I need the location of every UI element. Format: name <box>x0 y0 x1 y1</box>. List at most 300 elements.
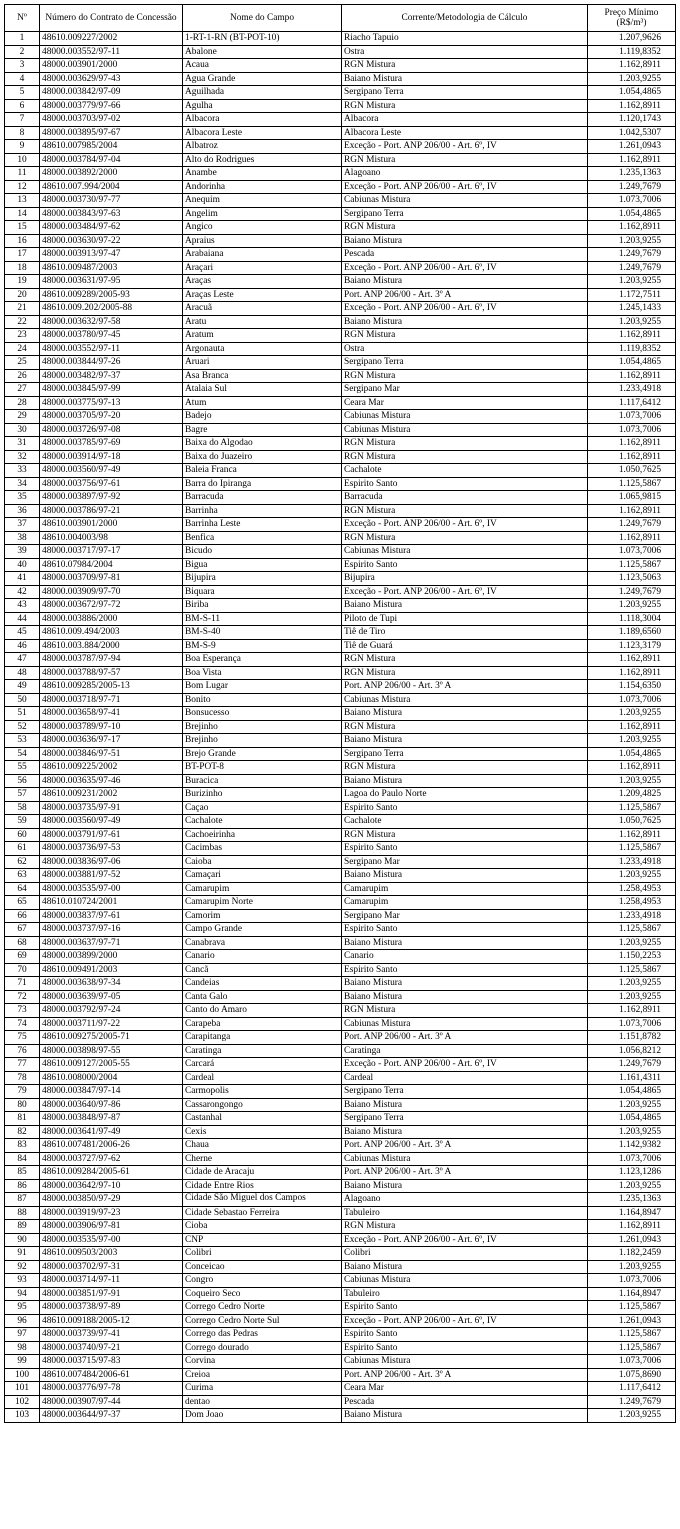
row-number: 81 <box>5 1112 40 1126</box>
methodology: Baiano Mistura <box>342 774 588 788</box>
field-name: Canto do Amaro <box>183 1004 342 1018</box>
methodology: Ceara Mar <box>342 396 588 410</box>
methodology: Baiano Mistura <box>342 936 588 950</box>
row-number: 98 <box>5 1341 40 1355</box>
methodology: Baiano Mistura <box>342 1179 588 1193</box>
contract-number: 48610.003901/2000 <box>40 518 183 532</box>
contract-number: 48000.003837/97-61 <box>40 909 183 923</box>
methodology: Cabiunas Mistura <box>342 1152 588 1166</box>
table-row <box>5 342 676 356</box>
methodology: Sergipano Terra <box>342 747 588 761</box>
row-number: 90 <box>5 1233 40 1247</box>
table-row <box>5 1233 676 1247</box>
table-row <box>5 153 676 167</box>
min-price: 1.142,9382 <box>588 1139 676 1153</box>
table-row <box>5 950 676 964</box>
table-row <box>5 99 676 113</box>
row-number: 100 <box>5 1368 40 1382</box>
methodology: Camarupim <box>342 896 588 910</box>
methodology: Bijupira <box>342 572 588 586</box>
field-name: Cassarongongo <box>183 1098 342 1112</box>
contract-number: 48000.003898/97-55 <box>40 1044 183 1058</box>
row-number: 80 <box>5 1098 40 1112</box>
table-row <box>5 72 676 86</box>
field-name: dentao <box>183 1395 342 1409</box>
contract-number: 48000.003907/97-44 <box>40 1395 183 1409</box>
field-name: Carapeba <box>183 1017 342 1031</box>
field-name: Anambe <box>183 167 342 181</box>
methodology: Baiano Mistura <box>342 234 588 248</box>
table-row <box>5 936 676 950</box>
field-name: Canario <box>183 950 342 964</box>
field-name: Colibri <box>183 1247 342 1261</box>
contract-number: 48000.003844/97-26 <box>40 356 183 370</box>
table-row <box>5 720 676 734</box>
row-number: 5 <box>5 86 40 100</box>
min-price: 1.162,8911 <box>588 1220 676 1234</box>
contract-number: 48610.07984/2004 <box>40 558 183 572</box>
row-number: 31 <box>5 437 40 451</box>
table-row <box>5 909 676 923</box>
contract-number: 48000.003784/97-04 <box>40 153 183 167</box>
methodology: Albacora <box>342 113 588 127</box>
field-name: Acaua <box>183 59 342 73</box>
row-number: 35 <box>5 491 40 505</box>
field-name: Alto do Rodrigues <box>183 153 342 167</box>
contract-number: 48610.009503/2003 <box>40 1247 183 1261</box>
field-name: Canta Galo <box>183 990 342 1004</box>
field-name: Boa Vista <box>183 666 342 680</box>
field-name: Camarupim Norte <box>183 896 342 910</box>
row-number: 83 <box>5 1139 40 1153</box>
table-row <box>5 1139 676 1153</box>
methodology: Cabiunas Mistura <box>342 1274 588 1288</box>
row-number: 74 <box>5 1017 40 1031</box>
methodology: Pescada <box>342 1395 588 1409</box>
min-price: 1.162,8911 <box>588 59 676 73</box>
table-row <box>5 990 676 1004</box>
table-row <box>5 383 676 397</box>
contract-number: 48000.003850/97-29 <box>40 1193 183 1207</box>
min-price: 1.203,9255 <box>588 1409 676 1423</box>
row-number: 34 <box>5 477 40 491</box>
contract-number: 48000.003641/97-49 <box>40 1125 183 1139</box>
methodology: Riacho Tapuio <box>342 32 588 46</box>
table-row <box>5 882 676 896</box>
methodology: Port. ANP 206/00 - Art. 3º A <box>342 1368 588 1382</box>
min-price: 1.073,7006 <box>588 1274 676 1288</box>
row-number: 12 <box>5 180 40 194</box>
field-name: Dom Joao <box>183 1409 342 1423</box>
contract-number: 48000.003638/97-34 <box>40 977 183 991</box>
min-price: 1.258,4953 <box>588 882 676 896</box>
field-name: Barrinha <box>183 504 342 518</box>
min-price: 1.073,7006 <box>588 545 676 559</box>
field-name: Camorim <box>183 909 342 923</box>
field-name: Cachoeirinha <box>183 828 342 842</box>
row-number: 42 <box>5 585 40 599</box>
contract-number: 48000.003886/2000 <box>40 612 183 626</box>
table-row <box>5 410 676 424</box>
row-number: 78 <box>5 1071 40 1085</box>
min-price: 1.233,4918 <box>588 909 676 923</box>
methodology: Sergipano Terra <box>342 86 588 100</box>
field-name: Bicudo <box>183 545 342 559</box>
contract-number: 48000.003737/97-16 <box>40 923 183 937</box>
min-price: 1.162,8911 <box>588 828 676 842</box>
methodology: Exceção - Port. ANP 206/00 - Art. 6º, IV <box>342 180 588 194</box>
row-number: 37 <box>5 518 40 532</box>
methodology: Exceção - Port. ANP 206/00 - Art. 6º, IV <box>342 1233 588 1247</box>
row-number: 46 <box>5 639 40 653</box>
contract-number: 48000.003726/97-08 <box>40 423 183 437</box>
field-name: Angelim <box>183 207 342 221</box>
min-price: 1.162,8911 <box>588 329 676 343</box>
table-row <box>5 1044 676 1058</box>
field-name: Aracuã <box>183 302 342 316</box>
row-number: 58 <box>5 801 40 815</box>
min-price: 1.050,7625 <box>588 815 676 829</box>
methodology: Barracuda <box>342 491 588 505</box>
row-number: 40 <box>5 558 40 572</box>
min-price: 1.073,7006 <box>588 693 676 707</box>
row-number: 23 <box>5 329 40 343</box>
field-name: Campo Grande <box>183 923 342 937</box>
field-name: Brejo Grande <box>183 747 342 761</box>
contract-number: 48000.003702/97-31 <box>40 1260 183 1274</box>
price-table-page <box>4 4 675 1423</box>
table-row <box>5 558 676 572</box>
methodology: RGN Mistura <box>342 59 588 73</box>
field-name: Cioba <box>183 1220 342 1234</box>
table-row <box>5 113 676 127</box>
methodology: Tabuleiro <box>342 1287 588 1301</box>
table-row <box>5 1395 676 1409</box>
row-number: 101 <box>5 1382 40 1396</box>
field-name: Buracica <box>183 774 342 788</box>
row-number: 4 <box>5 72 40 86</box>
table-row <box>5 221 676 235</box>
min-price: 1.182,2459 <box>588 1247 676 1261</box>
methodology: Baiano Mistura <box>342 1125 588 1139</box>
contract-number: 48000.003736/97-53 <box>40 842 183 856</box>
row-number: 88 <box>5 1206 40 1220</box>
contract-number: 48000.003718/97-71 <box>40 693 183 707</box>
header-row <box>5 5 676 32</box>
row-number: 36 <box>5 504 40 518</box>
min-price: 1.203,9255 <box>588 977 676 991</box>
table-row <box>5 761 676 775</box>
methodology: Cabiunas Mistura <box>342 1355 588 1369</box>
table-row <box>5 1166 676 1180</box>
methodology: Cardeal <box>342 1071 588 1085</box>
contract-number: 48000.003560/97-49 <box>40 815 183 829</box>
min-price: 1.203,9255 <box>588 774 676 788</box>
table-row <box>5 666 676 680</box>
table-row <box>5 1179 676 1193</box>
field-name: Boa Esperança <box>183 653 342 667</box>
row-number: 45 <box>5 626 40 640</box>
min-price: 1.162,8911 <box>588 369 676 383</box>
contract-number: 48000.003897/97-92 <box>40 491 183 505</box>
methodology: Sergipano Terra <box>342 1085 588 1099</box>
methodology: Tabuleiro <box>342 1206 588 1220</box>
methodology: RGN Mistura <box>342 369 588 383</box>
min-price: 1.162,8911 <box>588 504 676 518</box>
field-name: Barracuda <box>183 491 342 505</box>
contract-number: 48000.003535/97-00 <box>40 1233 183 1247</box>
table-row <box>5 707 676 721</box>
methodology: Tiê de Tiro <box>342 626 588 640</box>
table-row <box>5 788 676 802</box>
methodology: Sergipano Terra <box>342 1112 588 1126</box>
contract-number: 48610.004003/98 <box>40 531 183 545</box>
contract-number: 48000.003788/97-57 <box>40 666 183 680</box>
min-price: 1.118,3004 <box>588 612 676 626</box>
contract-number: 48000.003779/97-66 <box>40 99 183 113</box>
min-price: 1.125,5867 <box>588 801 676 815</box>
min-price: 1.249,7679 <box>588 518 676 532</box>
row-number: 13 <box>5 194 40 208</box>
table-row <box>5 747 676 761</box>
field-name: Barra do Ipiranga <box>183 477 342 491</box>
contract-number: 48000.003780/97-45 <box>40 329 183 343</box>
min-price: 1.125,5867 <box>588 1328 676 1342</box>
min-price: 1.235,1363 <box>588 1193 676 1207</box>
table-row <box>5 1152 676 1166</box>
min-price: 1.123,1286 <box>588 1166 676 1180</box>
table-row <box>5 734 676 748</box>
min-price: 1.073,7006 <box>588 423 676 437</box>
methodology: RGN Mistura <box>342 450 588 464</box>
table-row <box>5 531 676 545</box>
row-number: 19 <box>5 275 40 289</box>
methodology: Baiano Mistura <box>342 977 588 991</box>
methodology: RGN Mistura <box>342 761 588 775</box>
min-price: 1.154,6350 <box>588 680 676 694</box>
field-name: Corrego Cedro Norte <box>183 1301 342 1315</box>
contract-number: 48000.003730/97-77 <box>40 194 183 208</box>
field-name: Arabaiana <box>183 248 342 262</box>
row-number: 53 <box>5 734 40 748</box>
table-row <box>5 1301 676 1315</box>
field-name: Cidade Sebastao Ferreira <box>183 1206 342 1220</box>
min-price: 1.203,9255 <box>588 1098 676 1112</box>
field-name: Creioa <box>183 1368 342 1382</box>
field-name: Bagre <box>183 423 342 437</box>
table-row <box>5 977 676 991</box>
min-price: 1.075,8690 <box>588 1368 676 1382</box>
row-number: 73 <box>5 1004 40 1018</box>
field-name: Aguilhada <box>183 86 342 100</box>
min-price: 1.054,4865 <box>588 356 676 370</box>
contract-number: 48000.003632/97-58 <box>40 315 183 329</box>
row-number: 93 <box>5 1274 40 1288</box>
field-name: Cancã <box>183 963 342 977</box>
methodology: Baiano Mistura <box>342 599 588 613</box>
row-number: 26 <box>5 369 40 383</box>
field-name: Atum <box>183 396 342 410</box>
table-row <box>5 477 676 491</box>
row-number: 92 <box>5 1260 40 1274</box>
row-number: 8 <box>5 126 40 140</box>
contract-number: 48000.003919/97-23 <box>40 1206 183 1220</box>
row-number: 63 <box>5 869 40 883</box>
row-number: 54 <box>5 747 40 761</box>
row-number: 77 <box>5 1058 40 1072</box>
field-name: Carapitanga <box>183 1031 342 1045</box>
methodology: Albacora Leste <box>342 126 588 140</box>
min-price: 1.054,4865 <box>588 86 676 100</box>
field-name: Baixa do Juazeiro <box>183 450 342 464</box>
contract-number: 48610.009188/2005-12 <box>40 1314 183 1328</box>
row-number: 18 <box>5 261 40 275</box>
table-row <box>5 1274 676 1288</box>
row-number: 20 <box>5 288 40 302</box>
contract-number: 48610.007481/2006-26 <box>40 1139 183 1153</box>
methodology: Espirito Santo <box>342 1341 588 1355</box>
field-name: Cardeal <box>183 1071 342 1085</box>
row-number: 91 <box>5 1247 40 1261</box>
methodology: Sergipano Mar <box>342 383 588 397</box>
field-name: Aruari <box>183 356 342 370</box>
row-number: 87 <box>5 1193 40 1207</box>
field-name: Asa Branca <box>183 369 342 383</box>
min-price: 1.125,5867 <box>588 1341 676 1355</box>
table-row <box>5 1071 676 1085</box>
field-name: Cidade Entre Rios <box>183 1179 342 1193</box>
field-name: Coqueiro Seco <box>183 1287 342 1301</box>
table-row <box>5 1004 676 1018</box>
field-name: Albacora Leste <box>183 126 342 140</box>
contract-number: 48000.003901/2000 <box>40 59 183 73</box>
contract-number: 48000.003786/97-21 <box>40 504 183 518</box>
methodology: Baiano Mistura <box>342 72 588 86</box>
row-number: 95 <box>5 1301 40 1315</box>
methodology: Exceção - Port. ANP 206/00 - Art. 6º, IV <box>342 261 588 275</box>
min-price: 1.164,8947 <box>588 1206 676 1220</box>
min-price: 1.172,7511 <box>588 288 676 302</box>
header-field-name: Nome do Campo <box>183 5 342 32</box>
row-number: 21 <box>5 302 40 316</box>
field-name: Caioba <box>183 855 342 869</box>
contract-number: 48000.003705/97-20 <box>40 410 183 424</box>
table-row <box>5 1409 676 1423</box>
min-price: 1.249,7679 <box>588 1395 676 1409</box>
table-row <box>5 1314 676 1328</box>
methodology: RGN Mistura <box>342 720 588 734</box>
header-number: Nº <box>5 5 40 32</box>
methodology: Ceara Mar <box>342 1382 588 1396</box>
contract-number: 48610.009225/2002 <box>40 761 183 775</box>
table-row <box>5 626 676 640</box>
contract-number: 48610.007.994/2004 <box>40 180 183 194</box>
min-price: 1.162,8911 <box>588 153 676 167</box>
methodology: Cabiunas Mistura <box>342 1017 588 1031</box>
contract-number: 48000.003672/97-72 <box>40 599 183 613</box>
contract-number: 48000.003644/97-37 <box>40 1409 183 1423</box>
contract-number: 48000.003482/97-37 <box>40 369 183 383</box>
row-number: 72 <box>5 990 40 1004</box>
row-number: 17 <box>5 248 40 262</box>
contract-number: 48000.003640/97-86 <box>40 1098 183 1112</box>
table-row <box>5 32 676 46</box>
methodology: Port. ANP 206/00 - Art. 3º A <box>342 680 588 694</box>
methodology: Cabiunas Mistura <box>342 423 588 437</box>
min-price: 1.162,8911 <box>588 450 676 464</box>
methodology: Espirito Santo <box>342 477 588 491</box>
table-row <box>5 599 676 613</box>
min-price: 1.203,9255 <box>588 707 676 721</box>
contract-number: 48000.003845/97-99 <box>40 383 183 397</box>
contract-number: 48000.003629/97-43 <box>40 72 183 86</box>
methodology: Baiano Mistura <box>342 1409 588 1423</box>
min-price: 1.162,8911 <box>588 761 676 775</box>
row-number: 30 <box>5 423 40 437</box>
min-price: 1.235,1363 <box>588 167 676 181</box>
methodology: Sergipano Mar <box>342 909 588 923</box>
methodology: Baiano Mistura <box>342 990 588 1004</box>
row-number: 14 <box>5 207 40 221</box>
field-name: Atalaia Sul <box>183 383 342 397</box>
contract-number: 48000.003552/97-11 <box>40 45 183 59</box>
table-row <box>5 275 676 289</box>
field-name: Anequim <box>183 194 342 208</box>
methodology: Espirito Santo <box>342 842 588 856</box>
contract-number: 48000.003717/97-17 <box>40 545 183 559</box>
contract-number: 48610.003.884/2000 <box>40 639 183 653</box>
table-row <box>5 545 676 559</box>
row-number: 16 <box>5 234 40 248</box>
table-row <box>5 923 676 937</box>
methodology: RGN Mistura <box>342 1004 588 1018</box>
row-number: 43 <box>5 599 40 613</box>
table-row <box>5 1058 676 1072</box>
field-name: Apraius <box>183 234 342 248</box>
row-number: 75 <box>5 1031 40 1045</box>
min-price: 1.249,7679 <box>588 180 676 194</box>
row-number: 49 <box>5 680 40 694</box>
min-price: 1.161,4311 <box>588 1071 676 1085</box>
methodology: Ostra <box>342 45 588 59</box>
min-price: 1.065,9815 <box>588 491 676 505</box>
row-number: 103 <box>5 1409 40 1423</box>
field-name: Corvina <box>183 1355 342 1369</box>
methodology: Colibri <box>342 1247 588 1261</box>
row-number: 1 <box>5 32 40 46</box>
field-name: Abalone <box>183 45 342 59</box>
methodology: RGN Mistura <box>342 153 588 167</box>
min-price: 1.073,7006 <box>588 1152 676 1166</box>
contract-number: 48000.003484/97-62 <box>40 221 183 235</box>
row-number: 48 <box>5 666 40 680</box>
contract-number: 48000.003738/97-89 <box>40 1301 183 1315</box>
field-name: Araçari <box>183 261 342 275</box>
field-name: Curima <box>183 1382 342 1396</box>
min-price: 1.073,7006 <box>588 1355 676 1369</box>
field-name: Angico <box>183 221 342 235</box>
methodology: Lagoa do Paulo Norte <box>342 788 588 802</box>
row-number: 97 <box>5 1328 40 1342</box>
field-name: Corrego Cedro Norte Sul <box>183 1314 342 1328</box>
methodology: Espirito Santo <box>342 1301 588 1315</box>
field-name: BM-S-9 <box>183 639 342 653</box>
methodology: Port. ANP 206/00 - Art. 3º A <box>342 1031 588 1045</box>
field-name: Albacora <box>183 113 342 127</box>
min-price: 1.123,3179 <box>588 639 676 653</box>
contract-number: 48000.003535/97-00 <box>40 882 183 896</box>
field-name: Agulha <box>183 99 342 113</box>
